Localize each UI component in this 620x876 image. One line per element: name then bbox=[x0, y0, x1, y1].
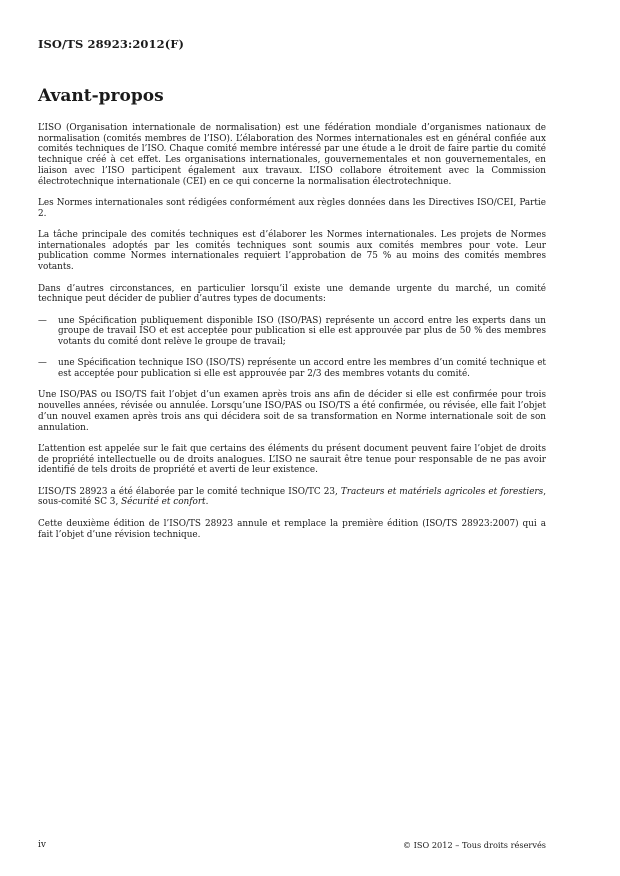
paragraph-directives: Les Normes internationales sont rédigées conformément aux règles données dans les Directives ISO/CEI, Partie 2. bbox=[38, 197, 546, 219]
foreword-body bbox=[38, 123, 546, 551]
list-item-pas bbox=[38, 316, 546, 348]
copyright-notice: © ISO 2012 – Tous droits réservés bbox=[402, 840, 546, 850]
committee-text-start: L’ISO/TS 28923 a été élaborée par le comité technique ISO/TC 23, bbox=[38, 486, 341, 497]
paragraph-main-task: La tâche principale des comités techniques est d’élaborer les Normes internationales. Les projets de Normes internationales adoptés par les comités techniques sont soumis aux comités membres pour vote. Leur publication comme Normes internationales requiert l’approbation de 75 % au moins des comités membres votants. bbox=[38, 230, 546, 273]
subcommittee-title: Sécurité et confort bbox=[121, 497, 206, 508]
paragraph-patent-notice: L’attention est appelée sur le fait que certains des éléments du présent document peuvent faire l’objet de droits de propriété intellectuelle ou de droits analogues. L’ISO ne saurait être tenue pour responsable de ne pas avoir identifié de tels droits de propriété et averti de leur existence. bbox=[38, 443, 546, 476]
paragraph-other-circumstances: Dans d’autres circonstances, en particulier lorsqu’il existe une demande urgente du marché, un comité technique peut décider de publier d’autres types de documents: bbox=[38, 283, 546, 305]
committee-title: Tracteurs et matériels agricoles et forestiers bbox=[340, 486, 544, 497]
committee-text-mid: , sous-comité SC 3, bbox=[38, 486, 546, 508]
page-title: Avant-propos bbox=[38, 86, 164, 106]
list-item-text: une Spécification technique ISO (ISO/TS) représente un accord entre les membres d’un comité technique et est acceptée pour publication si elle est approuvée par 2/3 des membres votants du comité. bbox=[58, 358, 546, 380]
paragraph-committee bbox=[38, 487, 546, 508]
list-item-ts bbox=[38, 358, 546, 379]
paragraph-iso-organisation: L’ISO (Organisation internationale de normalisation) est une fédération mondiale d’organismes nationaux de normalisation (comités membres de l’ISO). L’élaboration des Normes internationales est en général confiée aux comités techniques de l’ISO. Chaque comité membre intéressé par une étude a le droit de faire partie du comité technique créé à cet effet. Les organisations internationales, gouvernementales et non gouvernementales, en liaison avec l’ISO participent également aux travaux. L’ISO collabore étroitement avec la Commission électrotechnique internationale (CEI) en ce qui concerne la normalisation électrotechnique. bbox=[38, 123, 546, 187]
paragraph-edition: Cette deuxième édition de l’ISO/TS 28923 annule et remplace la première édition (ISO/TS 28923:2007) qui a fait l’objet d’une révision technique. bbox=[38, 518, 546, 540]
committee-text-end: . bbox=[205, 497, 209, 508]
page-number: iv bbox=[38, 840, 46, 850]
list-item-text: une Spécification publiquement disponible ISO (ISO/PAS) représente un accord entre les experts dans un groupe de travail ISO et est acceptée pour publication si elle est approuvée par plus de 50 % des membres votants du comité dont relève le groupe de travail; bbox=[58, 315, 546, 347]
document-id-header: ISO/TS 28923:2012(F) bbox=[38, 37, 185, 51]
paragraph-review: Une ISO/PAS ou ISO/TS fait l’objet d’un examen après trois ans afin de décider si elle est confirmée pour trois nouvelles années, révisée ou annulée. Lorsqu’une ISO/PAS ou ISO/TS a été confirmée, ou révisée, elle fait l’objet d’un nouvel examen après trois ans qui décidera soit de sa transformation en Norme internationale soit de son annulation. bbox=[38, 390, 546, 433]
list-dash: — bbox=[38, 358, 47, 369]
list-dash: — bbox=[38, 315, 47, 326]
